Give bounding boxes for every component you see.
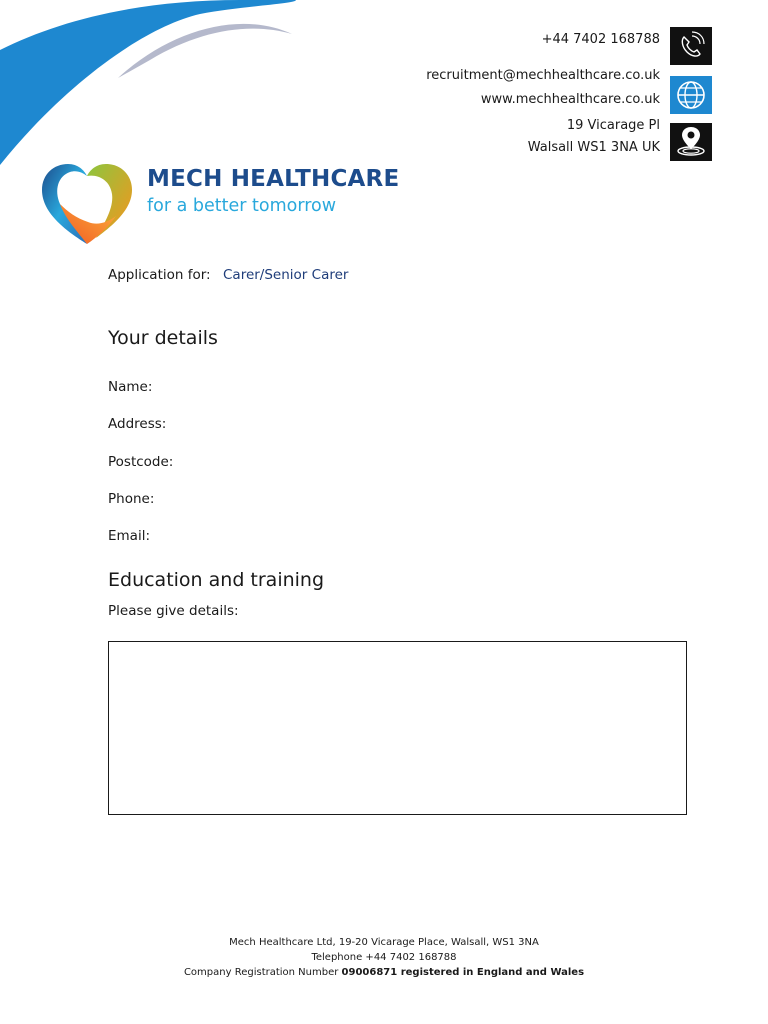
contact-website[interactable]: www.mechhealthcare.co.uk — [480, 92, 660, 107]
phone-icon — [670, 27, 712, 65]
postcode-label: Postcode: — [108, 454, 174, 470]
contact-address-line1: 19 Vicarage Pl — [566, 118, 660, 133]
footer-registration-prefix: Company Registration Number — [183, 967, 342, 978]
contact-phone[interactable]: +44 7402 168788 — [541, 32, 660, 47]
footer-telephone: Telephone +44 7402 168788 — [311, 952, 457, 963]
address-label: Address: — [108, 416, 167, 432]
phone-label: Phone: — [108, 491, 155, 507]
footer-company-address: Mech Healthcare Ltd, 19-20 Vicarage Place, Walsall, WS1 3NA — [229, 937, 539, 948]
application-for-label: Application for: — [108, 267, 211, 283]
email-label: Email: — [108, 528, 151, 544]
contact-email[interactable]: recruitment@mechhealthcare.co.uk — [426, 68, 660, 83]
education-training-heading: Education and training — [108, 569, 325, 591]
name-label: Name: — [108, 379, 153, 395]
heart-logo-icon — [38, 160, 136, 248]
location-pin-icon — [670, 123, 712, 161]
header-swoosh — [0, 0, 310, 170]
your-details-heading: Your details — [108, 327, 218, 349]
globe-icon — [670, 76, 712, 114]
education-details-field[interactable] — [108, 641, 687, 815]
contact-address-line2: Walsall WS1 3NA UK — [527, 140, 660, 155]
education-prompt: Please give details: — [108, 603, 239, 619]
application-for-value: Carer/Senior Carer — [223, 267, 349, 283]
brand-name: MECH HEALTHCARE — [147, 166, 400, 192]
footer-registration-number: 09006871 registered in England and Wales — [341, 967, 585, 978]
footer-registration — [0, 967, 768, 978]
brand-tagline: for a better tomorrow — [147, 196, 337, 216]
